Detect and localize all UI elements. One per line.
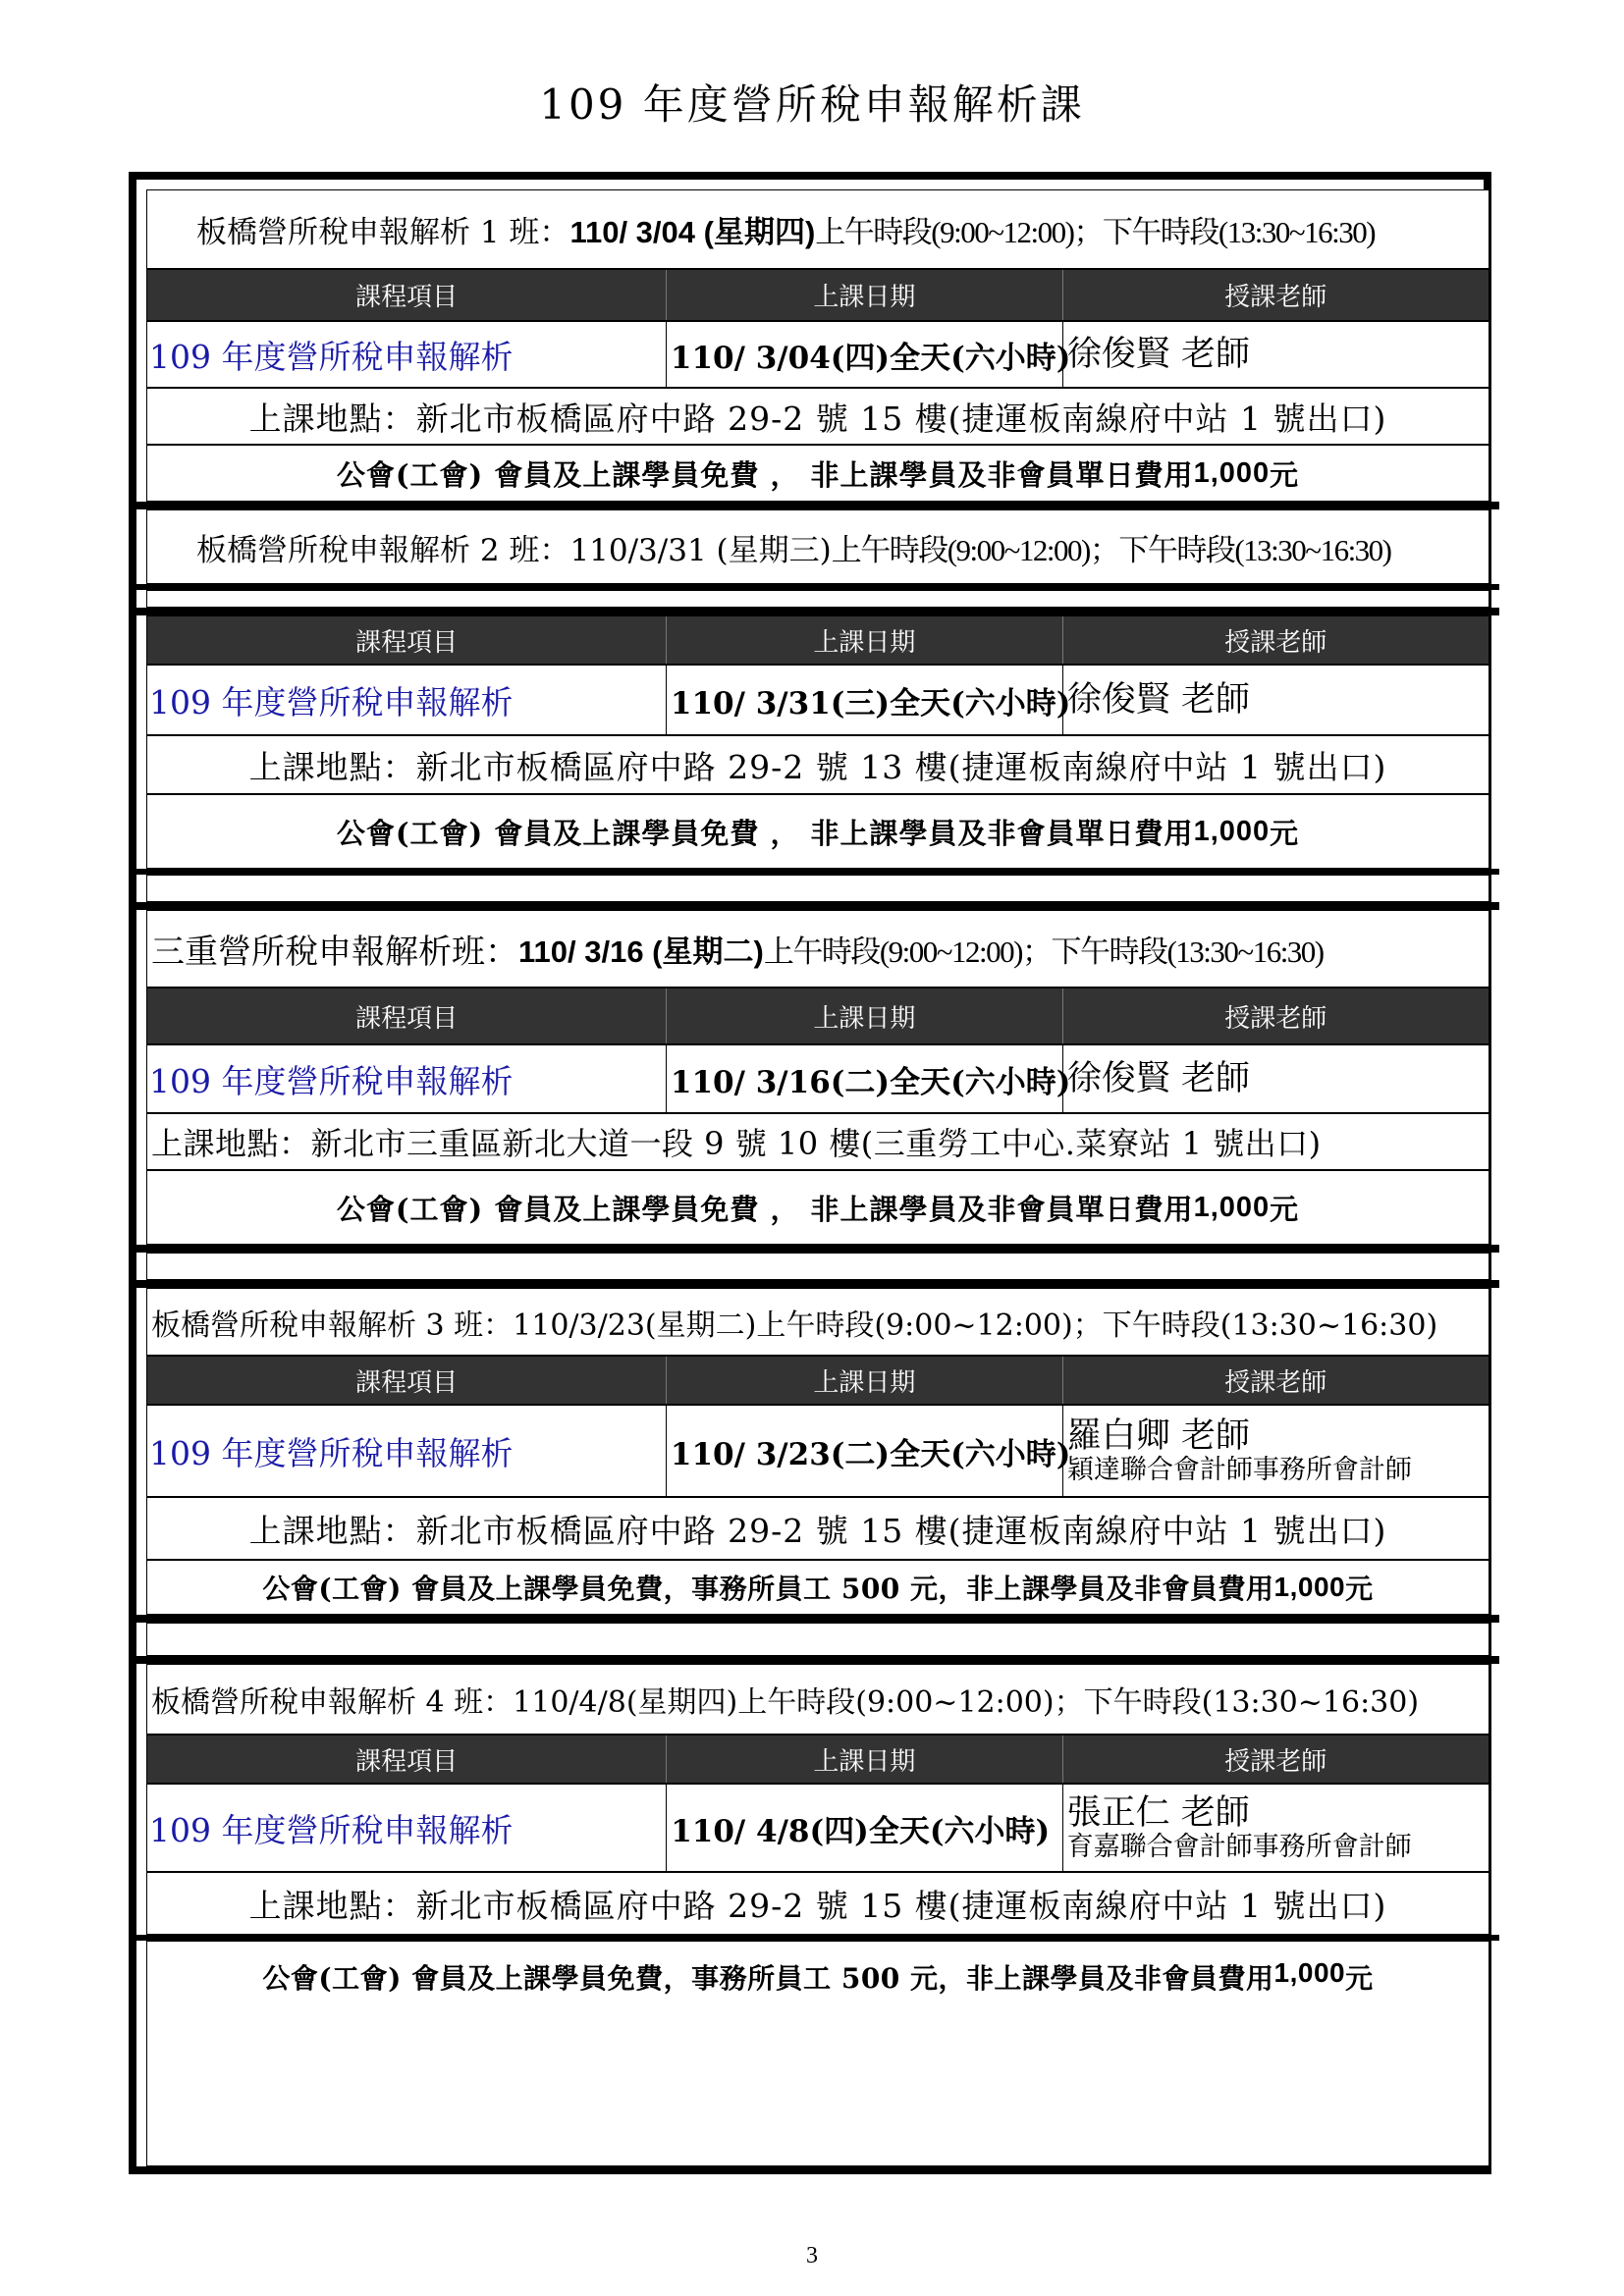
table-row — [146, 1405, 1489, 1497]
session-title-date: 110/ 3/16 (星期二) — [518, 934, 764, 969]
fee-unit: 元 — [1270, 816, 1300, 850]
session-title-time: 上午時段(9:00~12:00)；下午時段(13:30~16:30) — [756, 1308, 1438, 1343]
teacher — [1063, 322, 1489, 387]
table-header-row — [146, 1356, 1489, 1405]
course-date-text: 110/ 4/8(四)全天(六小時) — [671, 1813, 1051, 1849]
course-name: 109 年度營所稅申報解析 — [147, 1785, 667, 1871]
header-course: 課程項目 — [147, 270, 667, 320]
schedule-table — [129, 172, 1491, 2174]
spacer-row — [146, 590, 1489, 608]
header-teacher: 授課老師 — [1224, 626, 1327, 657]
session-title-date: 110/ 3/04 (星期四) — [569, 215, 816, 249]
table-header-row — [146, 988, 1489, 1044]
teacher-name: 徐俊賢 老師 — [1066, 335, 1251, 374]
course-date — [667, 1045, 1071, 1112]
spacer-row — [146, 875, 1489, 902]
teacher-name: 徐俊賢 老師 — [1066, 680, 1251, 720]
session-title-date: 110/3/31 (星期三) — [569, 532, 832, 568]
table-row — [146, 321, 1489, 388]
course-date-text: 110/ 3/04(四)全天(六小時) — [670, 340, 1071, 376]
teacher — [1063, 1785, 1489, 1871]
course-name: 109 年度營所稅申報解析 — [147, 1406, 667, 1496]
session-title — [146, 189, 1489, 269]
teacher-firm: 育嘉聯合會計師事務所會計師 — [1066, 1832, 1412, 1862]
session-title-date: 110/4/8(星期四) — [513, 1685, 738, 1720]
fee-unit: 元 — [1345, 1573, 1374, 1605]
session-title — [146, 1664, 1489, 1735]
fee-amount: 1,000 — [1273, 1957, 1346, 1988]
table-header-row — [146, 615, 1489, 665]
course-name: 109 年度營所稅申報解析 — [147, 1045, 667, 1112]
page-number: 3 — [806, 2243, 818, 2269]
fee-text: 公會(工會) 會員及上課學員免費 ， 非上課學員及非會員單日費用 — [336, 1192, 1194, 1226]
teacher-name: 羅白卿 老師 — [1066, 1416, 1251, 1456]
spacer-row — [146, 1253, 1489, 1280]
location: 上課地點：新北市板橋區府中路 29-2 號 15 樓(捷運板南線府中站 1 號出口) — [146, 388, 1489, 445]
table-row — [146, 1784, 1489, 1872]
location: 上課地點：新北市板橋區府中路 29-2 號 15 樓(捷運板南線府中站 1 號出口) — [146, 1497, 1489, 1560]
fee-amount: 1,000 — [1193, 456, 1271, 489]
course-name: 109 年度營所稅申報解析 — [147, 666, 667, 734]
table-header-row — [146, 1735, 1489, 1784]
page-title: 109 年度營所稅申報解析課 — [539, 80, 1085, 129]
session-title-prefix: 板橋營所稅申報解析 3 班： — [151, 1308, 514, 1343]
header-teacher: 授課老師 — [1224, 282, 1327, 311]
header-course: 課程項目 — [147, 1357, 667, 1404]
header-course: 課程項目 — [147, 616, 667, 664]
fee-text: 公會(工會) 會員及上課學員免費，事務所員工 500 元，非上課學員及非會員費用 — [262, 1573, 1274, 1605]
divider — [136, 1656, 1499, 1664]
course-name: 109 年度營所稅申報解析 — [147, 322, 667, 387]
header-date: 上課日期 — [667, 270, 1062, 320]
teacher — [1063, 1406, 1489, 1496]
course-date — [667, 322, 1071, 387]
fee-info — [146, 1560, 1489, 1615]
header-course: 課程項目 — [147, 988, 667, 1043]
header-teacher: 授課老師 — [1224, 1366, 1327, 1397]
fee-unit: 元 — [1270, 457, 1300, 492]
location: 上課地點：新北市三重區新北大道一段 9 號 10 樓(三重勞工中心.菜寮站 1 號出口) — [146, 1113, 1489, 1170]
location: 上課地點：新北市板橋區府中路 29-2 號 13 樓(捷運板南線府中站 1 號出口) — [146, 735, 1489, 794]
session-title-date: 110/3/23(星期二) — [513, 1308, 757, 1343]
session-title — [146, 910, 1489, 988]
header-course: 課程項目 — [147, 1735, 667, 1783]
table-row — [146, 1044, 1489, 1113]
session-title-prefix: 板橋營所稅申報解析 4 班： — [151, 1685, 514, 1720]
session-title-time: 上午時段(9:00~12:00)；下午時段(13:30~16:30) — [815, 215, 1376, 249]
course-date-text: 110/ 3/16(二)全天(六小時) — [670, 1064, 1071, 1100]
divider — [136, 1615, 1499, 1623]
session-title-time: 上午時段(9:00~12:00)；下午時段(13:30~16:30) — [737, 1685, 1420, 1720]
table-row — [146, 665, 1489, 735]
session-title-prefix: 板橋營所稅申報解析 2 班： — [196, 532, 570, 568]
header-date: 上課日期 — [667, 1735, 1062, 1783]
course-date-text: 110/ 3/23(二)全天(六小時) — [670, 1436, 1071, 1472]
session-title-time: 上午時段(9:00~12:00)；下午時段(13:30~16:30) — [831, 532, 1391, 567]
header-teacher: 授課老師 — [1224, 1002, 1327, 1033]
course-date-text: 110/ 3/31(三)全天(六小時) — [670, 685, 1071, 721]
fee-text: 公會(工會) 會員及上課學員免費 ， 非上課學員及非會員單日費用 — [336, 457, 1194, 492]
spacer-row — [146, 1623, 1489, 1656]
fee-info — [146, 794, 1489, 869]
teacher — [1063, 1045, 1489, 1112]
divider — [136, 902, 1499, 910]
fee-info — [146, 1941, 1489, 2166]
session-title — [146, 509, 1489, 584]
header-teacher: 授課老師 — [1224, 1745, 1327, 1776]
header-date: 上課日期 — [667, 616, 1062, 664]
course-date — [667, 1785, 1062, 1871]
fee-unit: 元 — [1270, 1192, 1300, 1226]
fee-info — [146, 1170, 1489, 1245]
fee-amount: 1,000 — [1193, 1191, 1271, 1223]
table-header-row — [146, 269, 1489, 321]
divider — [136, 608, 1499, 615]
fee-text: 公會(工會) 會員及上課學員免費，事務所員工 500 元，非上課學員及非會員費用 — [262, 1962, 1274, 1995]
divider — [136, 1280, 1499, 1288]
course-date — [667, 1406, 1071, 1496]
teacher-name: 徐俊賢 老師 — [1066, 1059, 1251, 1098]
teacher — [1063, 666, 1489, 734]
course-date — [667, 666, 1071, 734]
fee-text: 公會(工會) 會員及上課學員免費 ， 非上課學員及非會員單日費用 — [336, 816, 1194, 850]
teacher-name: 張正仁 老師 — [1066, 1793, 1250, 1833]
header-date: 上課日期 — [667, 988, 1062, 1043]
location: 上課地點：新北市板橋區府中路 29-2 號 15 樓(捷運板南線府中站 1 號出口) — [146, 1872, 1489, 1935]
teacher-firm: 穎達聯合會計師事務所會計師 — [1066, 1455, 1412, 1485]
session-title — [146, 1288, 1489, 1356]
session-title-time: 上午時段(9:00~12:00)；下午時段(13:30~16:30) — [763, 934, 1324, 969]
session-title-prefix: 三重營所稅申報解析班： — [151, 933, 518, 972]
fee-amount: 1,000 — [1193, 815, 1271, 847]
fee-info — [146, 445, 1489, 502]
fee-unit: 元 — [1345, 1962, 1374, 1995]
fee-amount: 1,000 — [1273, 1572, 1346, 1602]
divider — [136, 1245, 1499, 1253]
divider — [136, 502, 1499, 509]
session-title-prefix: 板橋營所稅申報解析 1 班： — [196, 215, 570, 250]
header-date: 上課日期 — [667, 1357, 1062, 1404]
